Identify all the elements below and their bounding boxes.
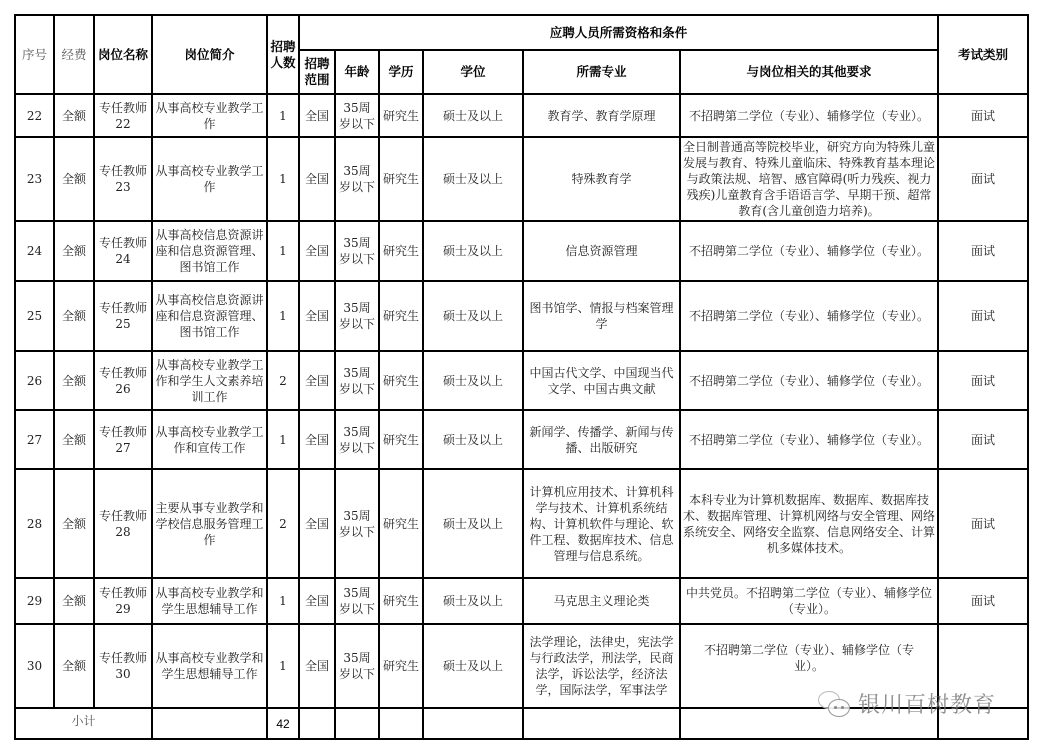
header-age: 年龄 [335, 50, 379, 94]
table-row [15, 351, 1028, 410]
cell-scope: 全国 [299, 281, 335, 351]
cell-exam-type: 面试 [938, 94, 1028, 137]
cell-degree: 硕士及以上 [423, 410, 523, 469]
cell-headcount: 1 [267, 410, 299, 469]
header-headcount: 招聘人数 [267, 15, 299, 94]
cell-seq: 25 [15, 281, 54, 351]
cell-age: 35周岁以下 [335, 94, 379, 137]
cell-seq: 28 [15, 469, 54, 578]
cell-major: 计算机应用技术、计算机科学与技术、计算机系统结构、计算机软件与理论、软件工程、数据库技术、信息管理与信息系统。 [523, 469, 680, 578]
cell-major: 教育学、教育学原理 [523, 94, 680, 137]
cell-empty [423, 708, 523, 739]
cell-scope: 全国 [299, 221, 335, 281]
cell-major: 中国古代文学、中国现当代文学、中国古典文献 [523, 351, 680, 410]
cell-education: 研究生 [379, 410, 423, 469]
cell-funding: 全额 [54, 410, 94, 469]
cell-other-requirements: 不招聘第二学位（专业）、辅修学位（专业）。 [680, 624, 938, 708]
cell-scope: 全国 [299, 410, 335, 469]
cell-other-requirements: 不招聘第二学位（专业）、辅修学位（专业）。 [680, 351, 938, 410]
cell-scope: 全国 [299, 469, 335, 578]
cell-funding: 全额 [54, 137, 94, 221]
header-exam-type: 考试类别 [938, 15, 1028, 94]
header-requirements-group: 应聘人员所需资格和条件 [299, 15, 938, 50]
cell-funding: 全额 [54, 94, 94, 137]
cell-empty [152, 708, 267, 739]
cell-headcount: 2 [267, 469, 299, 578]
table-row [15, 469, 1028, 578]
cell-seq: 24 [15, 221, 54, 281]
table-row [15, 410, 1028, 469]
subtotal-row [15, 708, 1028, 739]
cell-degree: 硕士及以上 [423, 94, 523, 137]
table-row [15, 624, 1028, 708]
cell-seq: 22 [15, 94, 54, 137]
cell-education: 研究生 [379, 469, 423, 578]
cell-other-requirements: 不招聘第二学位（专业）、辅修学位（专业）。 [680, 94, 938, 137]
cell-position-desc: 从事高校信息资源讲座和信息资源管理、图书馆工作 [152, 281, 267, 351]
cell-seq: 30 [15, 624, 54, 708]
cell-position-name: 专任教师29 [94, 578, 152, 624]
header-position-name: 岗位名称 [94, 15, 152, 94]
cell-education: 研究生 [379, 578, 423, 624]
cell-scope: 全国 [299, 351, 335, 410]
header-seq: 序号 [15, 15, 54, 94]
cell-position-name: 专任教师26 [94, 351, 152, 410]
cell-major: 法学理论，法律史，宪法学与行政法学，刑法学，民商法学，诉讼法学，经济法学，国际法学，军事法学 [523, 624, 680, 708]
cell-age: 35周岁以下 [335, 221, 379, 281]
cell-exam-type: 面试 [938, 410, 1028, 469]
cell-seq: 29 [15, 578, 54, 624]
cell-position-name: 专任教师30 [94, 624, 152, 708]
cell-position-desc: 从事高校专业教学和学生思想辅导工作 [152, 578, 267, 624]
cell-headcount: 1 [267, 281, 299, 351]
header-position-desc: 岗位简介 [152, 15, 267, 94]
cell-degree: 硕士及以上 [423, 578, 523, 624]
cell-exam-type: 面试 [938, 578, 1028, 624]
header-other-requirements: 与岗位相关的其他要求 [680, 50, 938, 94]
table-row [15, 578, 1028, 624]
cell-empty [379, 708, 423, 739]
subtotal-label: 小计 [15, 708, 152, 739]
cell-position-desc: 从事高校专业教学工作 [152, 137, 267, 221]
cell-headcount: 1 [267, 624, 299, 708]
table-row [15, 221, 1028, 281]
watermark-text: 银川百树教育 [858, 693, 997, 718]
cell-major: 马克思主义理论类 [523, 578, 680, 624]
cell-age: 35周岁以下 [335, 410, 379, 469]
cell-other-requirements: 不招聘第二学位（专业）、辅修学位（专业）。 [680, 281, 938, 351]
cell-age: 35周岁以下 [335, 137, 379, 221]
cell-education: 研究生 [379, 351, 423, 410]
cell-scope: 全国 [299, 578, 335, 624]
cell-position-name: 专任教师23 [94, 137, 152, 221]
cell-position-desc: 从事高校专业教学工作 [152, 94, 267, 137]
cell-funding: 全额 [54, 624, 94, 708]
cell-scope: 全国 [299, 94, 335, 137]
cell-other-requirements: 不招聘第二学位（专业）、辅修学位（专业）。 [680, 221, 938, 281]
cell-other-requirements: 中共党员。不招聘第二学位（专业）、辅修学位（专业）。 [680, 578, 938, 624]
cell-education: 研究生 [379, 281, 423, 351]
cell-position-desc: 从事高校专业教学和学生思想辅导工作 [152, 624, 267, 708]
cell-degree: 硕士及以上 [423, 137, 523, 221]
cell-exam-type: 面试 [938, 281, 1028, 351]
cell-headcount: 2 [267, 351, 299, 410]
subtotal-count: 42 [267, 708, 299, 739]
cell-degree: 硕士及以上 [423, 624, 523, 708]
header-funding: 经费 [54, 15, 94, 94]
cell-age: 35周岁以下 [335, 578, 379, 624]
cell-exam-type: 面试 [938, 351, 1028, 410]
cell-empty [299, 708, 335, 739]
cell-age: 35周岁以下 [335, 624, 379, 708]
cell-position-name: 专任教师27 [94, 410, 152, 469]
cell-other-requirements: 不招聘第二学位（专业）、辅修学位（专业）。 [680, 410, 938, 469]
cell-education: 研究生 [379, 624, 423, 708]
header-education: 学历 [379, 50, 423, 94]
header-degree: 学位 [423, 50, 523, 94]
table-row [15, 94, 1028, 137]
cell-position-name: 专任教师25 [94, 281, 152, 351]
cell-headcount: 1 [267, 137, 299, 221]
cell-position-name: 专任教师24 [94, 221, 152, 281]
cell-exam-type: 面试 [938, 137, 1028, 221]
cell-scope: 全国 [299, 137, 335, 221]
cell-funding: 全额 [54, 469, 94, 578]
cell-position-name: 专任教师28 [94, 469, 152, 578]
cell-funding: 全额 [54, 351, 94, 410]
cell-exam-type: 面试 [938, 221, 1028, 281]
cell-empty [938, 708, 1028, 739]
cell-empty [523, 708, 680, 739]
cell-major: 新闻学、传播学、新闻与传播、出版研究 [523, 410, 680, 469]
header-scope: 招聘范围 [299, 50, 335, 94]
cell-major: 信息资源管理 [523, 221, 680, 281]
cell-age: 35周岁以下 [335, 281, 379, 351]
cell-education: 研究生 [379, 221, 423, 281]
cell-degree: 硕士及以上 [423, 351, 523, 410]
cell-funding: 全额 [54, 221, 94, 281]
cell-age: 35周岁以下 [335, 469, 379, 578]
cell-headcount: 1 [267, 578, 299, 624]
cell-empty [680, 708, 938, 739]
cell-position-name: 专任教师22 [94, 94, 152, 137]
cell-position-desc: 从事高校专业教学工作和宣传工作 [152, 410, 267, 469]
cell-headcount: 1 [267, 94, 299, 137]
cell-major: 图书馆学、情报与档案管理学 [523, 281, 680, 351]
cell-degree: 硕士及以上 [423, 221, 523, 281]
cell-seq: 26 [15, 351, 54, 410]
cell-major: 特殊教育学 [523, 137, 680, 221]
cell-education: 研究生 [379, 137, 423, 221]
cell-scope: 全国 [299, 624, 335, 708]
table-row [15, 137, 1028, 221]
header-major: 所需专业 [523, 50, 680, 94]
cell-exam-type [938, 624, 1028, 708]
recruitment-table [14, 14, 1029, 740]
cell-degree: 硕士及以上 [423, 469, 523, 578]
cell-exam-type: 面试 [938, 469, 1028, 578]
cell-age: 35周岁以下 [335, 351, 379, 410]
cell-headcount: 1 [267, 221, 299, 281]
cell-other-requirements: 全日制普通高等院校毕业，研究方向为特殊儿童发展与教育、特殊儿童临床、特殊教育基本理论与政策法规、培智、感官障碍(听力残疾、视力残疾)儿童教育含手语语言学、早期干预、超常教育(含儿童创造力培养)。 [680, 137, 938, 221]
cell-funding: 全额 [54, 578, 94, 624]
cell-position-desc: 主要从事专业教学和学校信息服务管理工作 [152, 469, 267, 578]
cell-empty [335, 708, 379, 739]
cell-position-desc: 从事高校专业教学工作和学生人文素养培训工作 [152, 351, 267, 410]
cell-seq: 23 [15, 137, 54, 221]
cell-seq: 27 [15, 410, 54, 469]
cell-position-desc: 从事高校信息资源讲座和信息资源管理、图书馆工作 [152, 221, 267, 281]
cell-degree: 硕士及以上 [423, 281, 523, 351]
cell-education: 研究生 [379, 94, 423, 137]
cell-funding: 全额 [54, 281, 94, 351]
cell-other-requirements: 本科专业为计算机数据库、数据库、数据库技术、数据库管理、计算机网络与安全管理、网络系统安全、网络安全监察、信息网络安全、计算机多媒体技术。 [680, 469, 938, 578]
table-row [15, 281, 1028, 351]
